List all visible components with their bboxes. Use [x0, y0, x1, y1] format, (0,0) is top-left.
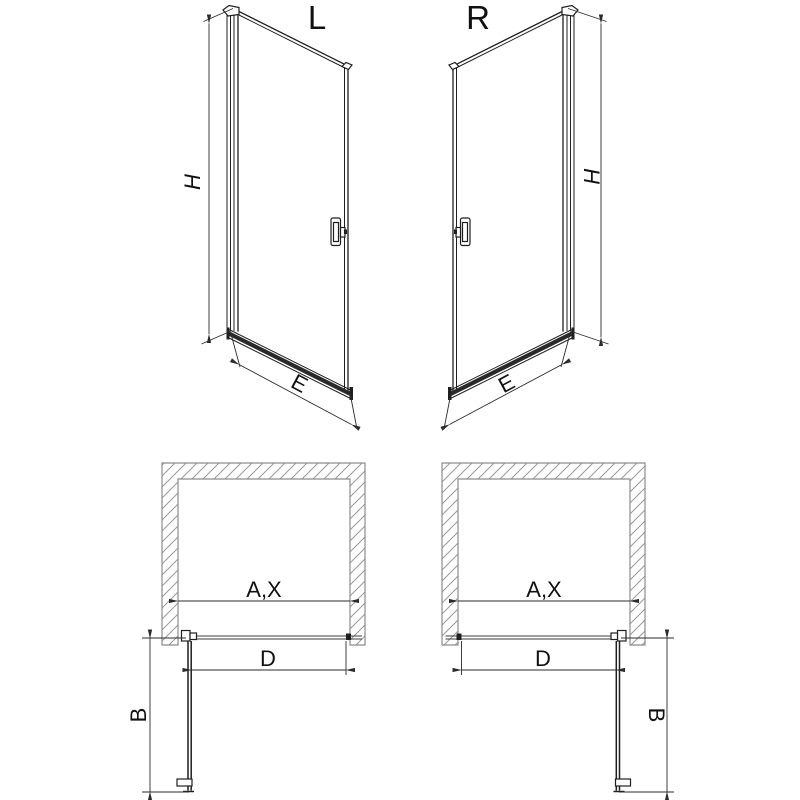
- glass-top-edge: [238, 11, 346, 65]
- height-extension-line: [570, 331, 609, 344]
- door-handle-fixing: [454, 230, 457, 235]
- door-width-dimension-label-right: D: [535, 646, 551, 671]
- door-depth-dimension-label-right: B: [644, 707, 669, 723]
- door-handle-top-view: [177, 779, 192, 786]
- width-extension-line: [444, 393, 451, 429]
- plan-view-left: [126, 463, 365, 792]
- plan-view-right: [442, 463, 674, 792]
- hinge-pivot: [611, 633, 618, 640]
- bottom-rail-end-cap: [227, 328, 230, 340]
- hinge-bracket: [618, 631, 627, 642]
- door-handle-fixing: [344, 230, 347, 235]
- width-dimension-label-left: E: [287, 368, 312, 398]
- door-handle-top-view: [616, 779, 631, 786]
- glass-top-edge-inner: [239, 15, 346, 69]
- hinge-bracket: [182, 631, 191, 642]
- opening-dimension-label-left: A,X: [246, 577, 282, 602]
- door-handle-inner: [463, 223, 468, 242]
- bottom-rail-end-cap: [572, 328, 575, 340]
- perspective-view-right: [444, 0, 609, 429]
- door-handle-inner: [334, 223, 339, 242]
- width-extension-line: [350, 393, 357, 429]
- wall-strike-profile: [346, 634, 351, 641]
- door-depth-dimension-label-left: B: [126, 707, 151, 723]
- height-dimension-label-left: H: [180, 174, 205, 190]
- door-width-dimension-label-left: D: [260, 646, 276, 671]
- niche-wall: [442, 463, 645, 645]
- width-dimension-label-right: E: [494, 368, 519, 398]
- height-dimension-label-right: H: [579, 168, 604, 184]
- bottom-rail-top-line: [229, 330, 352, 391]
- hinge-pivot: [190, 633, 197, 640]
- wall-strike-profile: [457, 634, 462, 641]
- top-cap: [223, 6, 239, 17]
- niche-wall: [162, 463, 365, 645]
- view-title-left: L: [307, 0, 327, 36]
- view-title-right: R: [466, 0, 490, 36]
- opening-dimension-label-right: A,X: [526, 577, 562, 602]
- perspective-view-left: [180, 0, 357, 429]
